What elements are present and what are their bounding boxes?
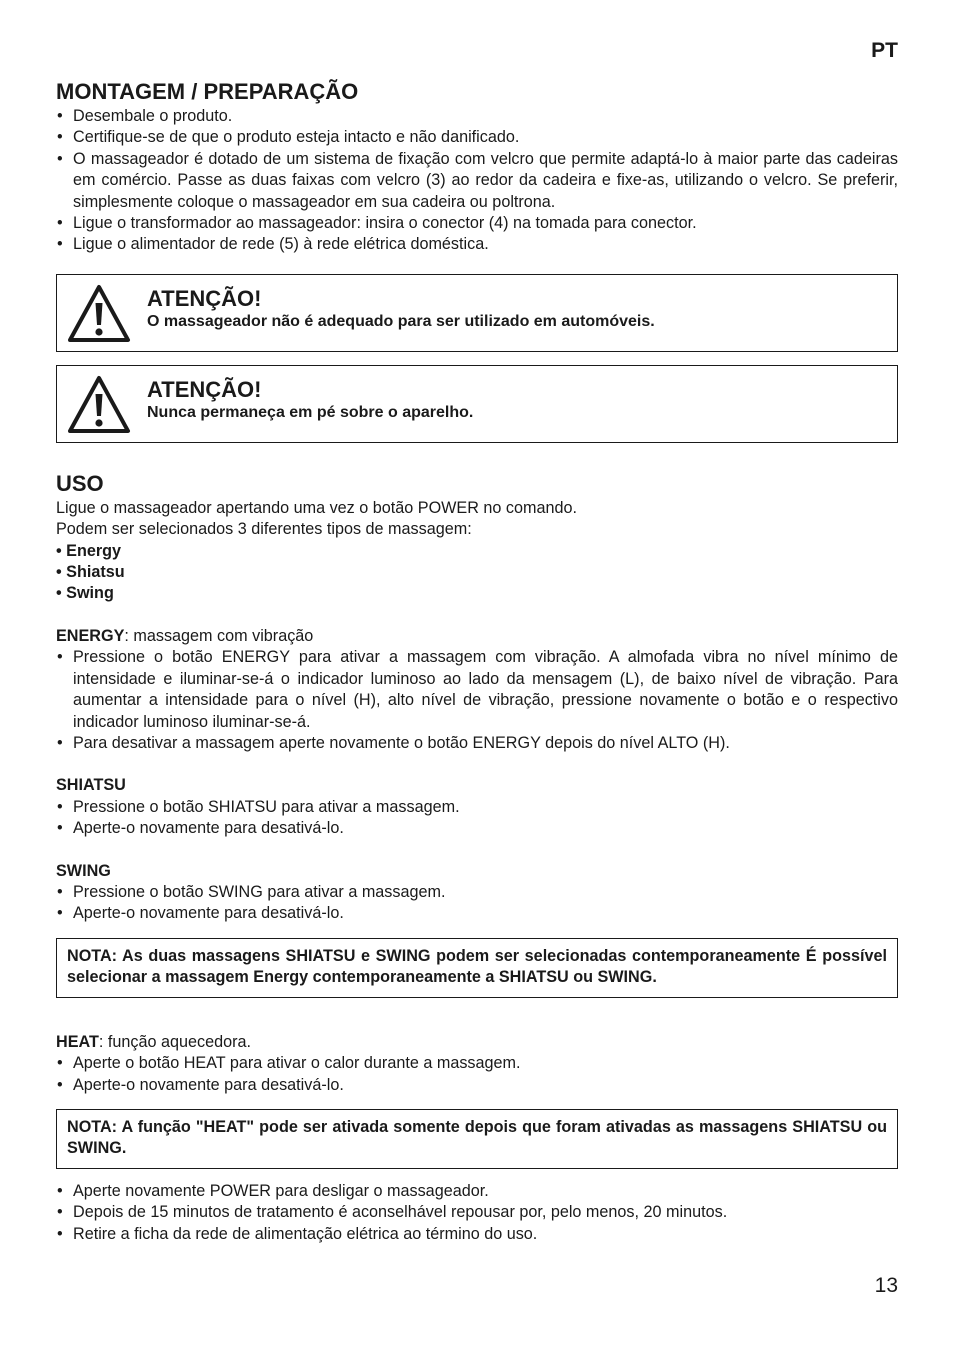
list-item: • Aperte-o novamente para desativá-lo. bbox=[56, 903, 898, 924]
warning-triangle-icon bbox=[67, 375, 131, 435]
list-item: • Shiatsu bbox=[56, 563, 125, 582]
energy-heading bbox=[56, 626, 898, 647]
warning-title: ATENÇÃO! bbox=[147, 285, 262, 311]
section-title-uso: USO bbox=[56, 470, 104, 496]
list-item: • Energy bbox=[56, 541, 122, 560]
warning-box bbox=[56, 365, 898, 443]
warning-box bbox=[56, 274, 898, 352]
language-code: PT bbox=[871, 39, 898, 62]
page-number: 13 bbox=[874, 1274, 898, 1297]
uso-intro: Podem ser selecionados 3 diferentes tipos de massagem: bbox=[56, 520, 472, 539]
massage-types-list bbox=[56, 541, 898, 605]
list-item: • Ligue o alimentador de rede (5) à rede elétrica doméstica. bbox=[56, 234, 898, 255]
energy-list bbox=[56, 647, 898, 754]
list-item: • Ligue o transformador ao massageador: insira o conector (4) na tomada para conector. bbox=[56, 213, 898, 234]
heat-list bbox=[56, 1053, 898, 1096]
list-item: • Aperte-o novamente para desativá-lo. bbox=[56, 1075, 898, 1096]
heat-label: HEAT bbox=[56, 1032, 99, 1051]
list-item: • Aperte-o novamente para desativá-lo. bbox=[56, 818, 898, 839]
list-item: • Pressione o botão SHIATSU para ativar a massagem. bbox=[56, 797, 898, 818]
swing-list bbox=[56, 882, 898, 925]
list-item: • Desembale o produto. bbox=[56, 106, 898, 127]
note-box: NOTA: A função "HEAT" pode ser ativada somente depois que foram ativadas as massagens SHIATSU ou SWING. bbox=[56, 1109, 898, 1169]
list-item: • Aperte o botão HEAT para ativar o calor durante a massagem. bbox=[56, 1053, 898, 1074]
list-item: • Pressione o botão SWING para ativar a massagem. bbox=[56, 882, 898, 903]
final-list bbox=[56, 1181, 898, 1245]
heat-desc: : função aquecedora. bbox=[98, 1032, 251, 1051]
list-item: • Certifique-se de que o produto esteja intacto e não danificado. bbox=[56, 127, 898, 148]
list-item: • Pressione o botão ENERGY para ativar a massagem com vibração. A almofada vibra no nível mínimo de intensidade e iluminar-se-á o indicador luminoso ao lado da mensagem (L), de baixo nível de vibração. Para aumentar a intensidade para o nível (H), alto nível de vibração, pressione novamente o botão e o respectivo indicador luminoso iluminar-se-á. bbox=[56, 647, 898, 733]
montagem-list bbox=[56, 106, 898, 256]
section-title-montagem: MONTAGEM / PREPARAÇÃO bbox=[56, 79, 359, 104]
shiatsu-heading: SHIATSU bbox=[56, 776, 126, 795]
list-item: • Para desativar a massagem aperte novamente o botão ENERGY depois do nível ALTO (H). bbox=[56, 733, 898, 754]
warning-title: ATENÇÃO! bbox=[147, 376, 262, 402]
uso-intro: Ligue o massageador apertando uma vez o botão POWER no comando. bbox=[56, 498, 578, 517]
swing-heading: SWING bbox=[56, 861, 111, 880]
list-item: • Depois de 15 minutos de tratamento é aconselhável repousar por, pelo menos, 20 minutos. bbox=[56, 1202, 898, 1223]
warning-text: Nunca permaneça em pé sobre o aparelho. bbox=[147, 403, 474, 421]
heat-heading bbox=[56, 1032, 898, 1053]
list-item: • Swing bbox=[56, 584, 114, 603]
warning-triangle-icon bbox=[67, 284, 131, 344]
shiatsu-list bbox=[56, 797, 898, 840]
list-item: • O massageador é dotado de um sistema de fixação com velcro que permite adaptá-lo à maior parte das cadeiras em comércio. Passe as duas faixas com velcro (3) ao redor da cadeira e fixe-as, utilizando o velcro. Se preferir, simplesmente coloque o massageador em sua cadeira ou poltrona. bbox=[56, 149, 898, 213]
page-content bbox=[56, 78, 898, 1245]
list-item: • Aperte novamente POWER para desligar o massageador. bbox=[56, 1181, 898, 1202]
note-box: NOTA: As duas massagens SHIATSU e SWING podem ser selecionadas contemporaneamente É possível selecionar a massagem Energy contemporaneamente a SHIATSU ou SWING. bbox=[56, 938, 898, 998]
warning-text: O massageador não é adequado para ser utilizado em automóveis. bbox=[147, 312, 655, 330]
energy-desc: : massagem com vibração bbox=[124, 626, 314, 645]
energy-label: ENERGY bbox=[56, 626, 125, 645]
list-item: • Retire a ficha da rede de alimentação elétrica ao término do uso. bbox=[56, 1224, 898, 1245]
